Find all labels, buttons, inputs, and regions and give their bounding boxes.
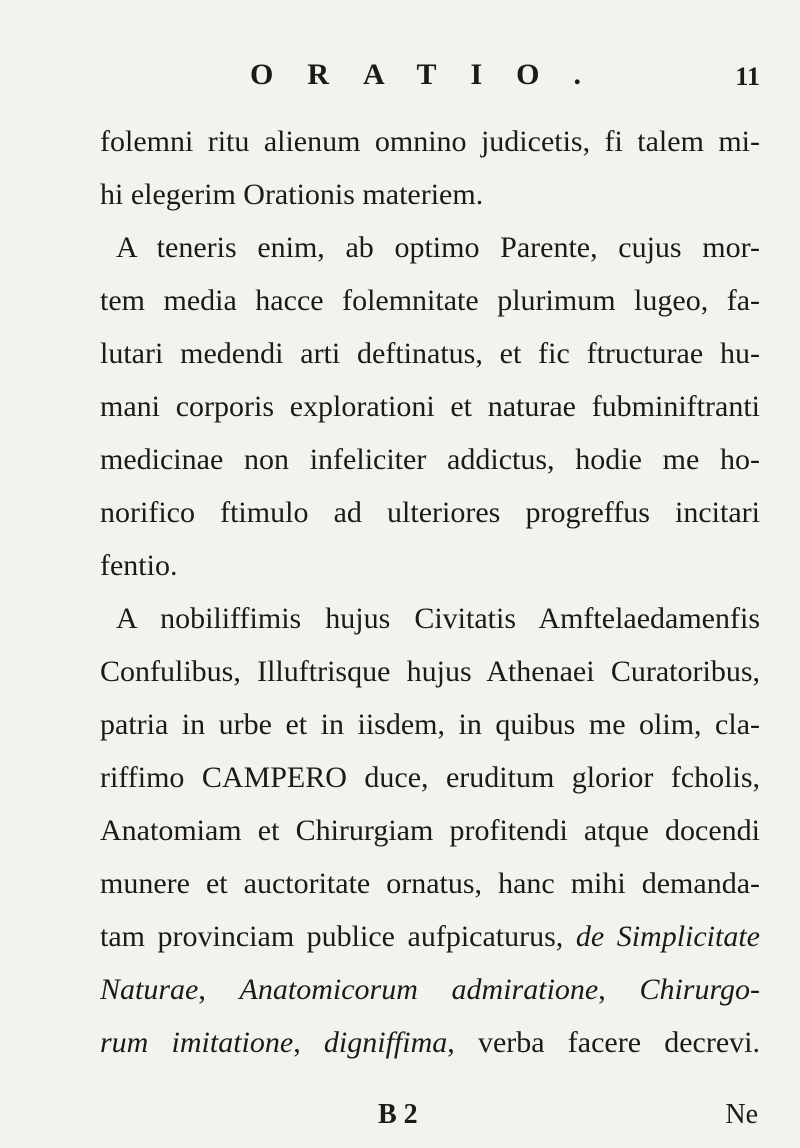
body-text — [100, 115, 760, 1069]
text-run: , — [293, 1026, 324, 1059]
page-footer — [0, 1099, 800, 1139]
text-line: Anatomiam et Chirurgiam profitendi atque docendi — [100, 814, 760, 847]
page-number: 11 — [735, 62, 760, 91]
text-run: , verba facere decrevi. — [447, 1026, 760, 1059]
italic-text: Naturae — [100, 973, 199, 1006]
italic-text: digniffima — [323, 1026, 448, 1059]
text-line: medicinae non infeliciter addictus, hodie me ho- — [100, 443, 760, 476]
text-run: tam provinciam publice aufpicaturus, — [100, 920, 564, 953]
italic-text: Anatomicorum admiratione — [239, 973, 599, 1006]
text-run: , — [598, 973, 640, 1006]
text-line — [100, 1016, 760, 1069]
italic-text: Chirurgo- — [639, 973, 760, 1006]
text-line — [100, 963, 760, 1016]
signature-mark: B 2 — [378, 1099, 418, 1130]
text-line: Confulibus, Illuftrisque hujus Athenaei Curatoribus, — [100, 655, 760, 688]
text-line — [100, 910, 760, 963]
text-run: , — [198, 973, 240, 1006]
paragraph-2 — [100, 221, 760, 592]
text-line: lutari medendi arti deftinatus, et fic ftructurae hu- — [100, 337, 760, 370]
paragraph-1 — [100, 115, 760, 221]
italic-text: de Simplicitate — [575, 920, 760, 953]
catchword: Ne — [725, 1099, 758, 1130]
page-header — [0, 58, 800, 108]
text-line: folemni ritu alienum omnino judicetis, fi talem mi- — [100, 125, 760, 158]
text-line: riffimo CAMPERO duce, eruditum glorior fcholis, — [100, 761, 760, 794]
text-line: fentio. — [100, 549, 178, 582]
text-line: tem media hacce folemnitate plurimum lugeo, fa- — [100, 284, 760, 317]
text-line: A teneris enim, ab optimo Parente, cujus mor- — [116, 231, 760, 264]
text-line: munere et auctoritate ornatus, hanc mihi demanda- — [100, 867, 760, 900]
italic-text: rum imitatione — [100, 1026, 294, 1059]
text-line: patria in urbe et in iisdem, in quibus me olim, cla- — [100, 708, 760, 741]
running-head: ORATIO. — [250, 58, 615, 91]
text-line: hi elegerim Orationis materiem. — [100, 178, 484, 211]
text-line: mani corporis explorationi et naturae fubminiftranti — [100, 390, 760, 423]
text-line: A nobiliffimis hujus Civitatis Amftelaedamenfis — [116, 602, 760, 635]
text-line: norifico ftimulo ad ulteriores progreffus incitari — [100, 496, 760, 529]
paragraph-3 — [100, 592, 760, 1069]
